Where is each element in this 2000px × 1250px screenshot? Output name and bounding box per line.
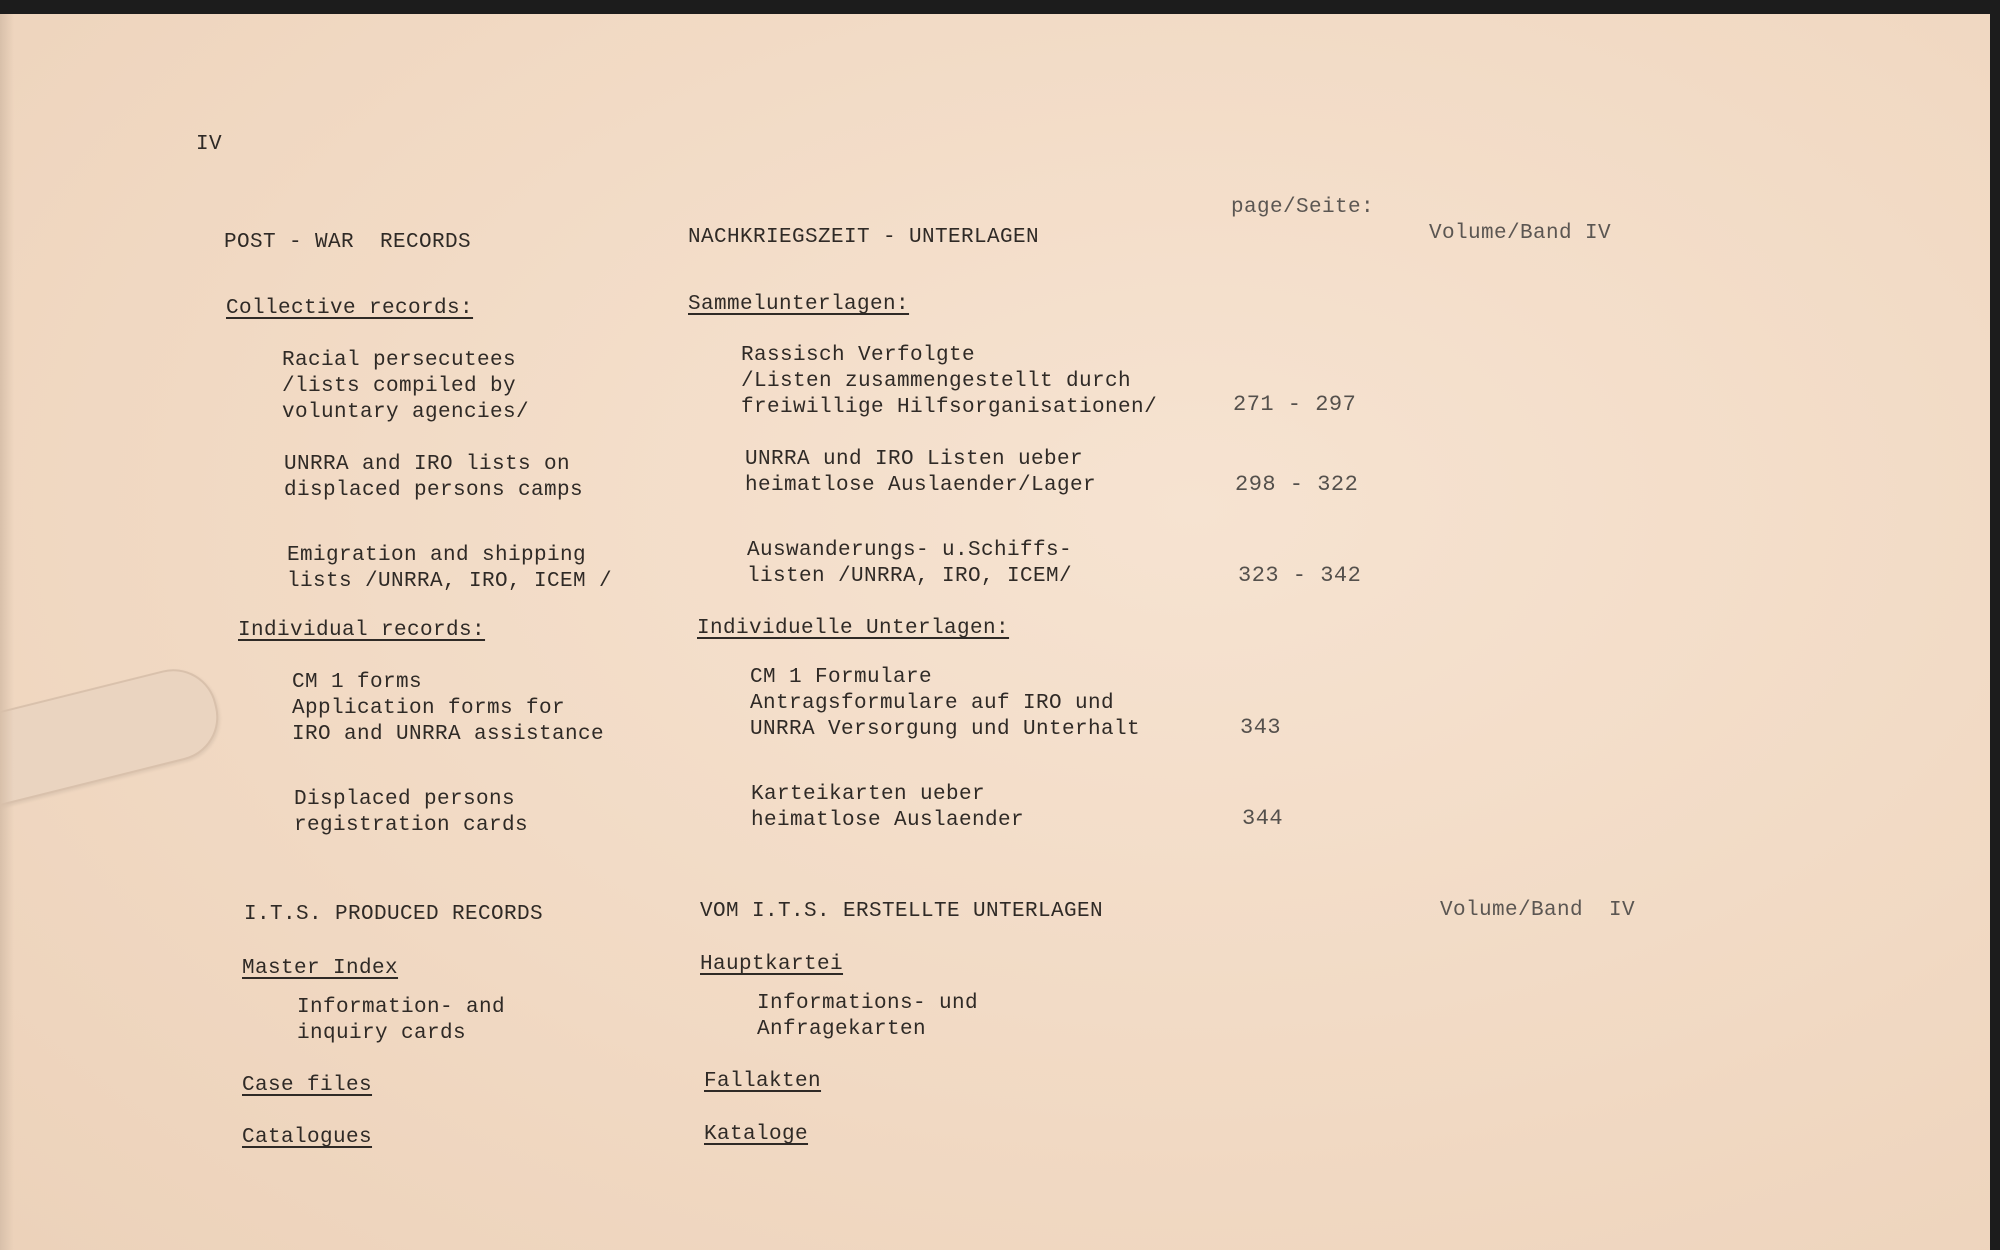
individual-item-pages: 343 (1240, 715, 1282, 740)
collective-item-de: Auswanderungs- u.Schiffs- listen /UNRRA, IRO, ICEM/ (747, 539, 1073, 588)
its-heading-en: I.T.S. PRODUCED RECORDS (244, 903, 544, 926)
individual-item-pages: 344 (1242, 806, 1284, 831)
collective-heading-en: Collective records: (226, 297, 474, 320)
collective-item-pages: 298 - 322 (1235, 472, 1359, 497)
collective-item-en: UNRRA and IRO lists on displaced persons camps (284, 453, 584, 502)
individual-item-de: CM 1 Formulare Antragsformulare auf IRO und UNRRA Versorgung und Unterhalt (750, 666, 1141, 741)
master-index-heading-en: Master Index (242, 957, 399, 980)
header-en: POST - WAR RECORDS (224, 231, 472, 254)
collective-item-pages: 323 - 342 (1238, 563, 1362, 588)
collective-item-en: Racial persecutees /lists compiled by voluntary agencies/ (282, 349, 530, 424)
collective-heading-de: Sammelunterlagen: (688, 293, 910, 316)
individual-item-de: Karteikarten ueber heimatlose Auslaender (751, 783, 1025, 832)
individual-item-en: CM 1 forms Application forms for IRO and UNRRA assistance (292, 671, 605, 746)
header-de: NACHKRIEGSZEIT - UNTERLAGEN (688, 226, 1040, 249)
its-volume-label: Volume/Band IV (1440, 899, 1636, 922)
collective-item-en: Emigration and shipping lists /UNRRA, IRO, ICEM / (287, 544, 613, 593)
its-heading-de: VOM I.T.S. ERSTELLTE UNTERLAGEN (700, 900, 1104, 923)
individual-item-en: Displaced persons registration cards (294, 788, 529, 837)
page-label: page/Seite: (1231, 196, 1375, 219)
collective-item-pages: 271 - 297 (1233, 392, 1357, 417)
document-page (0, 14, 1990, 1250)
volume-label: Volume/Band IV (1429, 222, 1612, 245)
individual-heading-en: Individual records: (238, 619, 486, 642)
catalogues-en: Catalogues (242, 1126, 373, 1149)
master-index-heading-de: Hauptkartei (700, 953, 844, 976)
master-index-de: Informations- und Anfragekarten (757, 992, 979, 1041)
case-files-en: Case files (242, 1074, 373, 1097)
catalogues-de: Kataloge (704, 1123, 809, 1146)
roman-numeral: IV (196, 133, 223, 156)
collective-item-de: Rassisch Verfolgte /Listen zusammengestellt durch freiwillige Hilfsorganisationen/ (741, 344, 1158, 419)
case-files-de: Fallakten (704, 1070, 822, 1093)
individual-heading-de: Individuelle Unterlagen: (697, 617, 1010, 640)
collective-item-de: UNRRA und IRO Listen ueber heimatlose Auslaender/Lager (745, 448, 1097, 497)
master-index-en: Information- and inquiry cards (297, 996, 506, 1045)
folder-tab (0, 660, 228, 811)
